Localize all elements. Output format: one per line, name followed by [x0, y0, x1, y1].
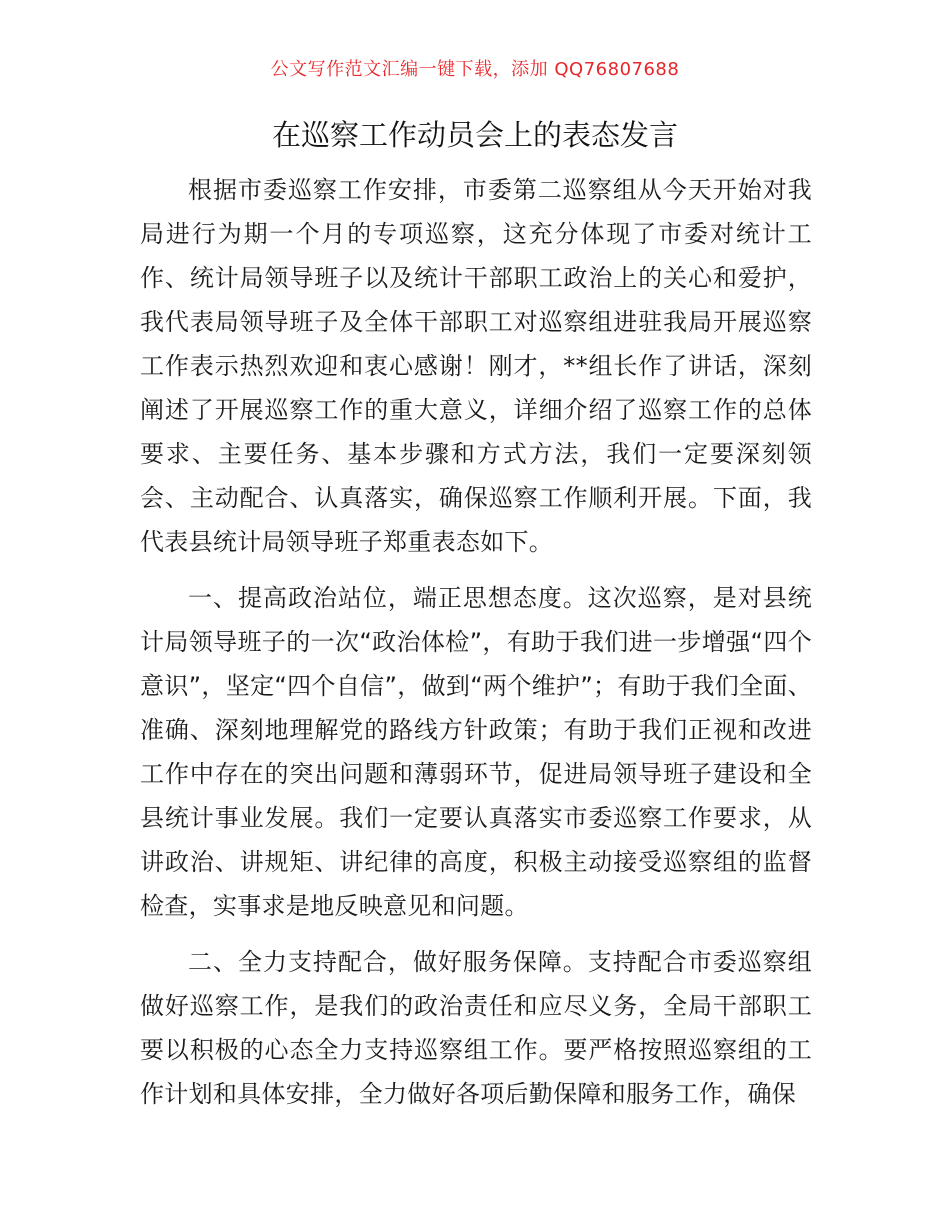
paragraph-intro: 根据市委巡察工作安排，市委第二巡察组从今天开始对我局进行为期一个月的专项巡察，这充分体现了市委对统计工作、统计局领导班子以及统计干部职工政治上的关心和爱护，我代表局领导班子及全体干部职工对巡察组进驻我局开展巡察工作表示热烈欢迎和衷心感谢！刚才，**组长作了讲话，深刻阐述了开展巡察工作的重大意义，详细介绍了巡察工作的总体要求、主要任务、基本步骤和方式方法，我们一定要深刻领会、主动配合、认真落实，确保巡察工作顺利开展。下面，我代表县统计局领导班子郑重表态如下。 — [140, 176, 812, 556]
paragraph-section-1: 一、提高政治站位，端正思想态度。这次巡察，是对县统计局领导班子的一次“政治体检”，有助于我们进一步增强“四个意识”，坚定“四个自信”，做到“两个维护”；有助于我们全面、准确、深刻地理解党的路线方针政策；有助于我们正视和改进工作中存在的突出问题和薄弱环节，促进局领导班子建设和全县统计事业发展。我们一定要认真落实市委巡察工作要求，从讲政治、讲规矩、讲纪律的高度，积极主动接受巡察组的监督检查，实事求是地反映意见和问题。 — [140, 584, 812, 920]
document-body — [140, 168, 812, 1128]
paragraph-section-2: 二、全力支持配合，做好服务保障。支持配合市委巡察组做好巡察工作，是我们的政治责任和应尽义务，全局干部职工要以积极的心态全力支持巡察组工作。要严格按照巡察组的工作计划和具体安排，全力做好各项后勤保障和服务工作，确保 — [140, 948, 812, 1108]
document-title: 在巡察工作动员会上的表态发言 — [271, 118, 678, 152]
download-notice: 公文写作范文汇编一键下载，添加 QQ76807688 — [270, 59, 680, 80]
